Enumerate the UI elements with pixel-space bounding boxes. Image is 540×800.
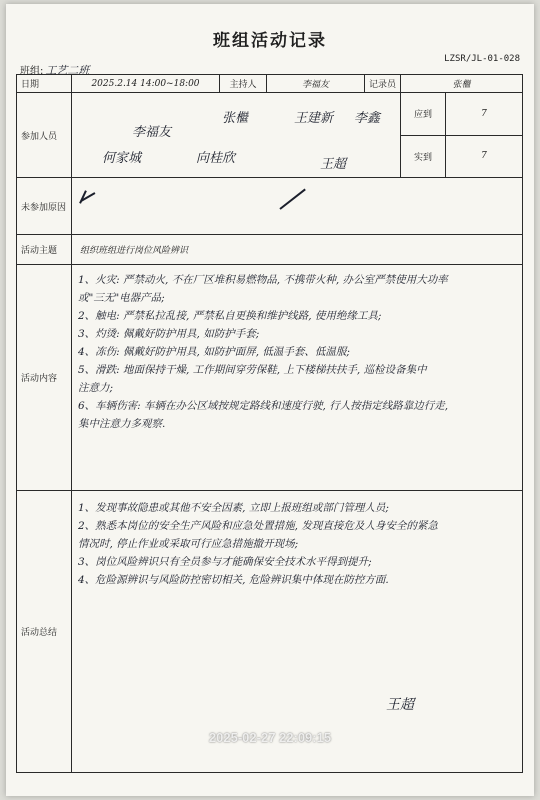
actual-value: 7 — [446, 135, 523, 178]
expected-value: 7 — [446, 93, 523, 136]
absent-value — [72, 178, 523, 235]
summary-line: 4、危险源辨识与风险防控密切相关, 危险辨识集中体现在防控方面. — [78, 574, 389, 586]
attendee-name: 李福友 — [132, 125, 172, 140]
content-line: 或"三无"电器产品; — [78, 292, 165, 304]
summary-line: 情况时, 停止作业或采取可行应急措施撤开现场; — [78, 538, 299, 550]
absent-label: 未参加原因 — [17, 178, 72, 235]
topic-value: 组织班组进行岗位风险辨识 — [72, 235, 523, 265]
summary-signature: 王超 — [386, 697, 414, 713]
content-line: 4、冻伤: 佩戴好防护用具, 如防护面屏, 低温手套、低温服; — [78, 346, 350, 358]
recorder-value: 张檵 — [401, 75, 523, 93]
attendance-label: 参加人员 — [17, 93, 72, 178]
summary-label: 活动总结 — [17, 491, 72, 773]
attendee-name: 王建新 — [294, 111, 334, 126]
attendee-name: 向桂欣 — [196, 151, 236, 166]
group-value: 工艺二班 — [45, 64, 90, 77]
attendee-name: 李鑫 — [354, 111, 381, 126]
attendee-name: 王超 — [320, 157, 347, 172]
topic-label: 活动主题 — [17, 235, 72, 265]
form-code: LZSR/JL-01-028 — [444, 54, 520, 64]
content-line: 注意力; — [78, 382, 114, 394]
summary-line: 3、岗位风险辨识只有全员参与才能确保安全技术水平得到提升; — [78, 556, 372, 568]
attendee-name: 何家城 — [102, 151, 142, 166]
date-label: 日期 — [17, 75, 72, 93]
host-label: 主持人 — [220, 75, 267, 93]
content-line: 5、滑跌: 地面保持干燥, 工作期间穿劳保鞋, 上下楼梯扶扶手, 巡检设备集中 — [78, 364, 427, 376]
summary-line: 2、熟悉本岗位的安全生产风险和应急处置措施, 发现直接危及人身安全的紧急 — [78, 520, 438, 532]
group-label: 班组: — [20, 66, 44, 77]
page-title: 班组活动记录 — [213, 31, 327, 51]
record-sheet — [6, 4, 534, 796]
summary-line: 1、发现事故隐患或其他不安全因素, 立即上报班组或部门管理人员; — [78, 502, 389, 514]
content-line: 2、触电: 严禁私拉乱接, 严禁私自更换和维护线路, 使用绝缘工具; — [78, 310, 382, 322]
attendee-name: 张檵 — [222, 111, 249, 126]
attendance-names — [72, 93, 401, 178]
content-body — [72, 265, 523, 491]
content-line: 3、灼烫: 佩戴好防护用具, 如防护手套; — [78, 328, 260, 340]
content-line: 1、火灾: 严禁动火, 不在厂区堆积易燃物品, 不携带火种, 办公室严禁使用大功率 — [78, 274, 448, 286]
slash-mark — [279, 189, 305, 210]
actual-label: 实到 — [401, 135, 446, 178]
content-line: 6、车辆伤害: 车辆在办公区域按规定路线和速度行驶, 行人按指定线路靠边行走, — [78, 400, 449, 412]
photo-timestamp: 2025-02-27 22:09:15 — [208, 730, 332, 745]
date-value: 2025.2.14 14:00~18:00 — [72, 75, 220, 93]
summary-lines — [78, 499, 522, 589]
host-value: 李福友 — [267, 75, 365, 93]
recorder-label: 记录员 — [365, 75, 401, 93]
activity-table — [16, 74, 523, 773]
content-label: 活动内容 — [17, 265, 72, 491]
expected-label: 应到 — [401, 93, 446, 136]
content-lines — [78, 271, 522, 433]
content-line: 集中注意力多观察. — [78, 418, 166, 430]
